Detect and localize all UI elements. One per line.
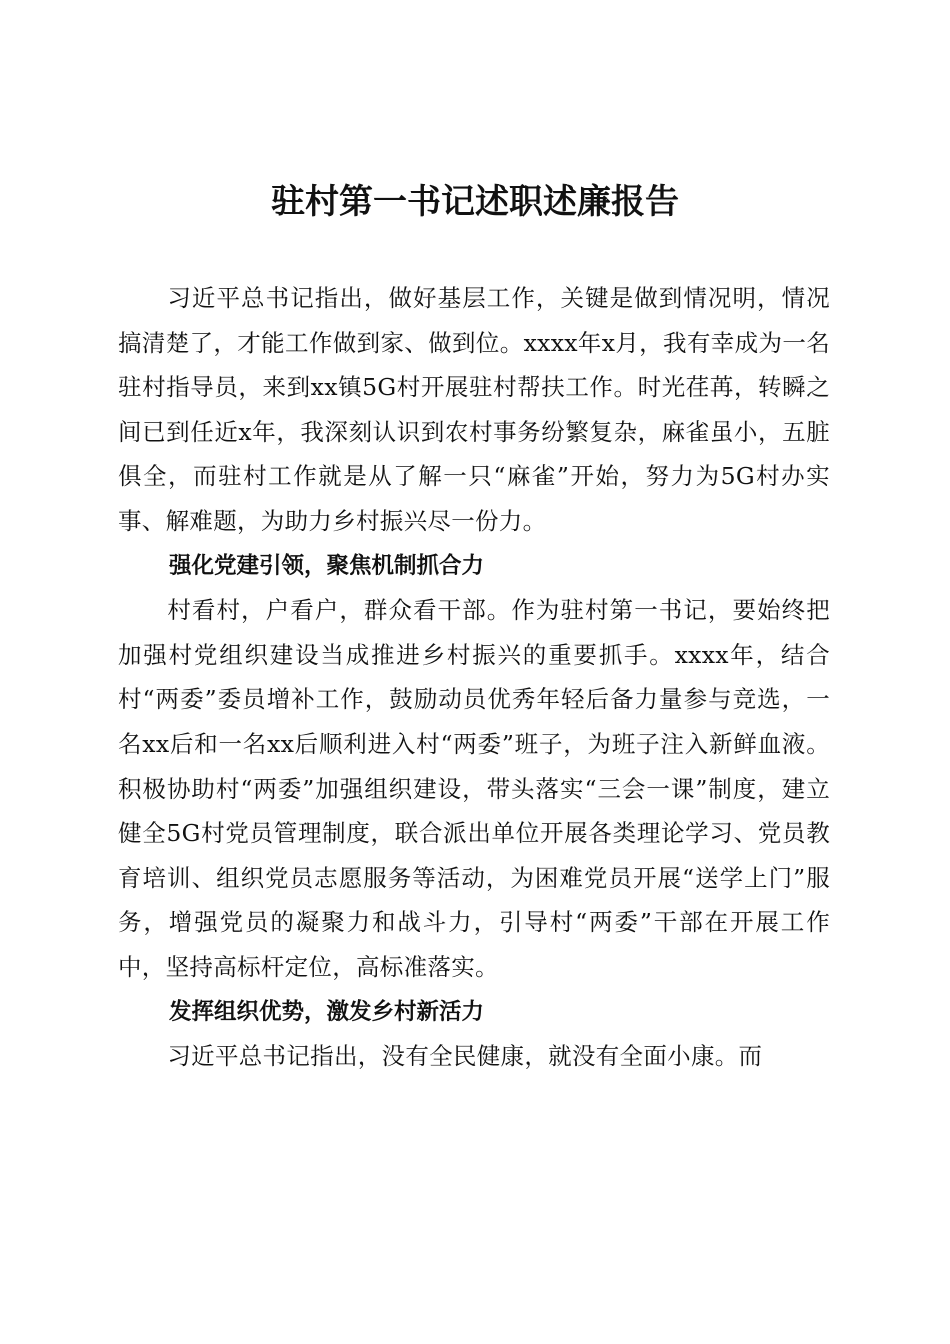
document-title: 驻村第一书记述职述廉报告 [271,182,679,222]
organization-paragraph: 习近平总书记指出，没有全民健康，就没有全面小康。而 [167,1042,763,1071]
intro-paragraph: 习近平总书记指出，做好基层工作，关键是做到情况明，情况搞清楚了，才能工作做到家、做到位。xxxx年x月，我有幸成为一名驻村指导员，来到xx镇5G村开展驻村帮扶工作。时光荏苒，转瞬之间已到任近x年，我深刻认识到农村事务纷繁复杂，麻雀虽小，五脏俱全，而驻村工作就是从了解一只“麻雀”开始，努力为5G村办实事、解难题，为助力乡村振兴尽一份力。 [118,284,830,535]
section-heading-party-building: 强化党建引领，聚焦机制抓合力 [169,552,485,579]
party-building-paragraph: 村看村，户看户，群众看干部。作为驻村第一书记，要始终把加强村党组织建设当成推进乡村振兴的重要抓手。xxxx年，结合村“两委”委员增补工作，鼓励动员优秀年轻后备力量参与竞选，一名xx后和一名xx后顺利进入村“两委”班子，为班子注入新鲜血液。积极协助村“两委”加强组织建设，带头落实“三会一课”制度，建立健全5G村党员管理制度，联合派出单位开展各类理论学习、党员教育培训、组织党员志愿服务等活动，为困难党员开展“送学上门”服务，增强党员的凝聚力和战斗力，引导村“两委”干部在开展工作中，坚持高标杆定位，高标准落实。 [118,596,830,981]
document-body [118,276,830,1079]
section-heading-organization: 发挥组织优势，激发乡村新活力 [169,998,485,1025]
